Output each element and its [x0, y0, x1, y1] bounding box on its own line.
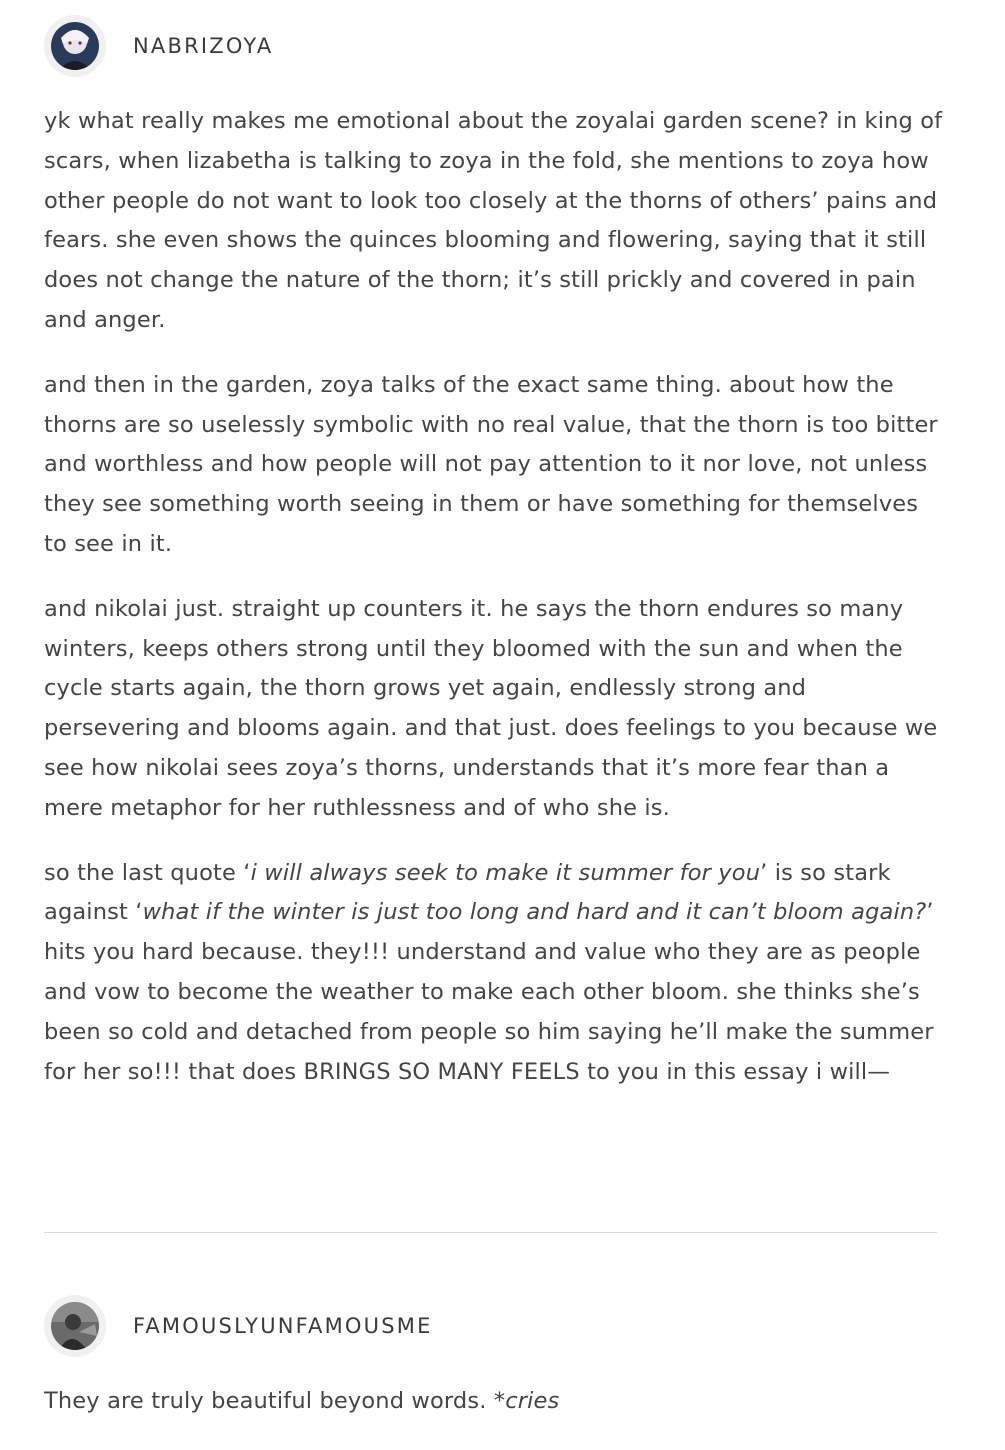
- avatar-image: [51, 22, 99, 70]
- paragraph: and nikolai just. straight up counters it. he says the thorn endures so many winters, keeps others strong until they bloomed with the sun and when the cycle starts again, the thorn grows yet again, endlessly strong and persevering and blooms again. and that just. does feelings to you because we see how nikolai sees zoya’s thorns, understands that it’s more fear than a mere metaphor for her ruthlessness and of who she is.: [44, 595, 938, 821]
- text-span: They are truly beautiful beyond words.: [44, 1388, 494, 1414]
- post-divider: [44, 1232, 937, 1233]
- paragraph: [44, 854, 944, 1093]
- username-link[interactable]: NABRIZOYA: [133, 34, 274, 58]
- avatar-image: [51, 1302, 99, 1350]
- quote-emphasis: i will always seek to make it summer for you: [250, 859, 761, 886]
- post-body: [44, 1382, 944, 1447]
- text-span: so the last quote ‘: [44, 859, 251, 886]
- avatar[interactable]: [44, 15, 106, 77]
- text-span: ’ is so stark against ‘: [44, 859, 891, 926]
- post-header-nabrizoya: [44, 15, 273, 77]
- quote-emphasis: what if the winter is just too long and hard and it can’t bloom again?: [142, 899, 927, 926]
- paragraph: yk what really makes me emotional about the zoyalai garden scene? in king of scars, when lizabetha is talking to zoya in the fold, she mentions to zoya how other people do not want to look too closely at the thorns of others’ pains and fears. she even shows the quinces blooming and flowering, saying that it still does not change the nature of the thorn; it’s still prickly and covered in pain and anger.: [44, 108, 943, 333]
- text-span: ’ hits you hard because. they!!! understand and value who they are as people and vow to become the weather to make each other bloom. she thinks she’s been so cold and detached from people so him saying he’ll make the summer for her so!!! that does BRINGS SO MANY FEELS to you in this essay i will—: [44, 899, 934, 1085]
- emphasis-text: *cries: [493, 1388, 560, 1414]
- paragraph: [44, 1382, 944, 1422]
- post-body: [44, 102, 944, 1117]
- paragraph: and then in the garden, zoya talks of the exact same thing. about how the thorns are so uselessly symbolic with no real value, that the thorn is too bitter and worthless and how people will not pay attention to it nor love, not unless they see something worth seeing in them or have something for themselves to see in it.: [44, 371, 938, 557]
- avatar[interactable]: [44, 1295, 106, 1357]
- post-header-famouslyunfamousme: [44, 1295, 433, 1357]
- username-link[interactable]: FAMOUSLYUNFAMOUSME: [133, 1314, 433, 1338]
